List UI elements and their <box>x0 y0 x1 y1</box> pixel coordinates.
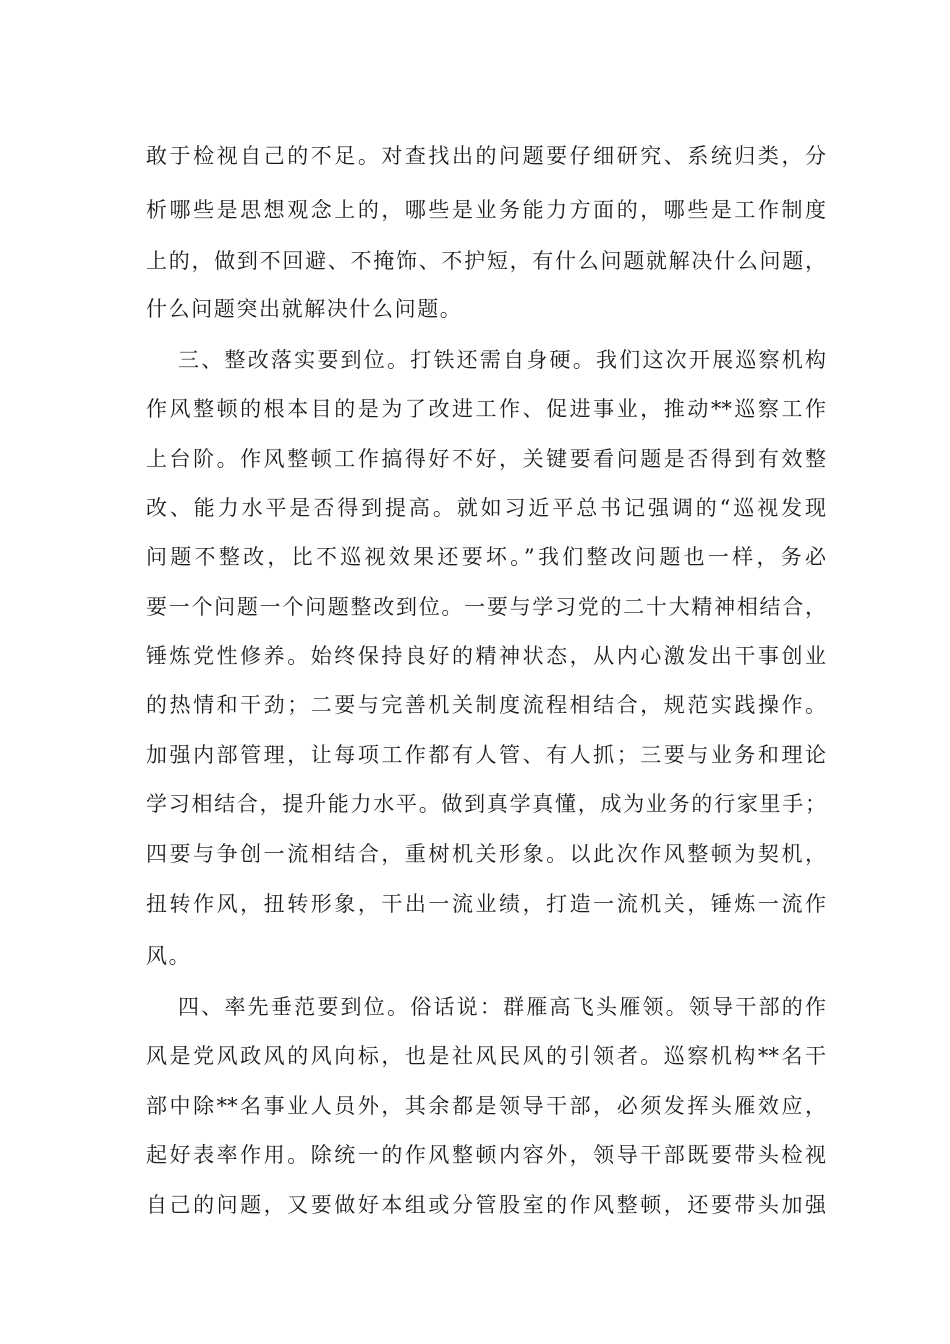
text-line: 起好表率作用。除统一的作风整顿内容外，领导干部既要带头检视 <box>146 1143 826 1167</box>
text-line: 什么问题突出就解决什么问题。 <box>146 297 463 321</box>
text-line: 四、率先垂范要到位。俗话说：群雁高飞头雁领。领导干部的作 <box>178 995 826 1019</box>
text-line: 三、整改落实要到位。打铁还需自身硬。我们这次开展巡察机构 <box>178 348 826 372</box>
text-line: 部中除**名事业人员外，其余都是领导干部，必须发挥头雁效应， <box>146 1094 826 1118</box>
text-line: 锤炼党性修养。始终保持良好的精神状态，从内心激发出干事创业 <box>146 644 826 668</box>
text-line: 上台阶。作风整顿工作搞得好不好，关键要看问题是否得到有效整 <box>146 447 826 471</box>
text-line: 改、能力水平是否得到提高。就如习近平总书记强调的“巡视发现 <box>146 496 826 520</box>
text-line: 要一个问题一个问题整改到位。一要与学习党的二十大精神相结合， <box>146 595 826 619</box>
text-line: 学习相结合，提升能力水平。做到真学真懂，成为业务的行家里手； <box>146 792 826 816</box>
text-line: 加强内部管理，让每项工作都有人管、有人抓；三要与业务和理论 <box>146 743 826 767</box>
text-line: 敢于检视自己的不足。对查找出的问题要仔细研究、系统归类，分 <box>146 144 826 168</box>
text-line: 扭转作风，扭转形象，干出一流业绩，打造一流机关，锤炼一流作 <box>146 892 826 916</box>
text-line: 的热情和干劲；二要与完善机关制度流程相结合，规范实践操作。 <box>146 693 826 717</box>
text-line: 风是党风政风的风向标，也是社风民风的引领者。巡察机构**名干 <box>146 1044 826 1068</box>
text-line: 自己的问题，又要做好本组或分管股室的作风整顿，还要带头加强 <box>146 1193 826 1217</box>
text-line: 作风整顿的根本目的是为了改进工作、促进事业，推动**巡察工作 <box>146 397 826 421</box>
text-line: 四要与争创一流相结合，重树机关形象。以此次作风整顿为契机， <box>146 842 826 866</box>
text-line: 问题不整改，比不巡视效果还要坏。”我们整改问题也一样，务必 <box>146 545 826 569</box>
text-line: 风。 <box>146 944 192 968</box>
text-line: 上的，做到不回避、不掩饰、不护短，有什么问题就解决什么问题， <box>146 249 826 273</box>
text-line: 析哪些是思想观念上的，哪些是业务能力方面的，哪些是工作制度 <box>146 198 826 222</box>
